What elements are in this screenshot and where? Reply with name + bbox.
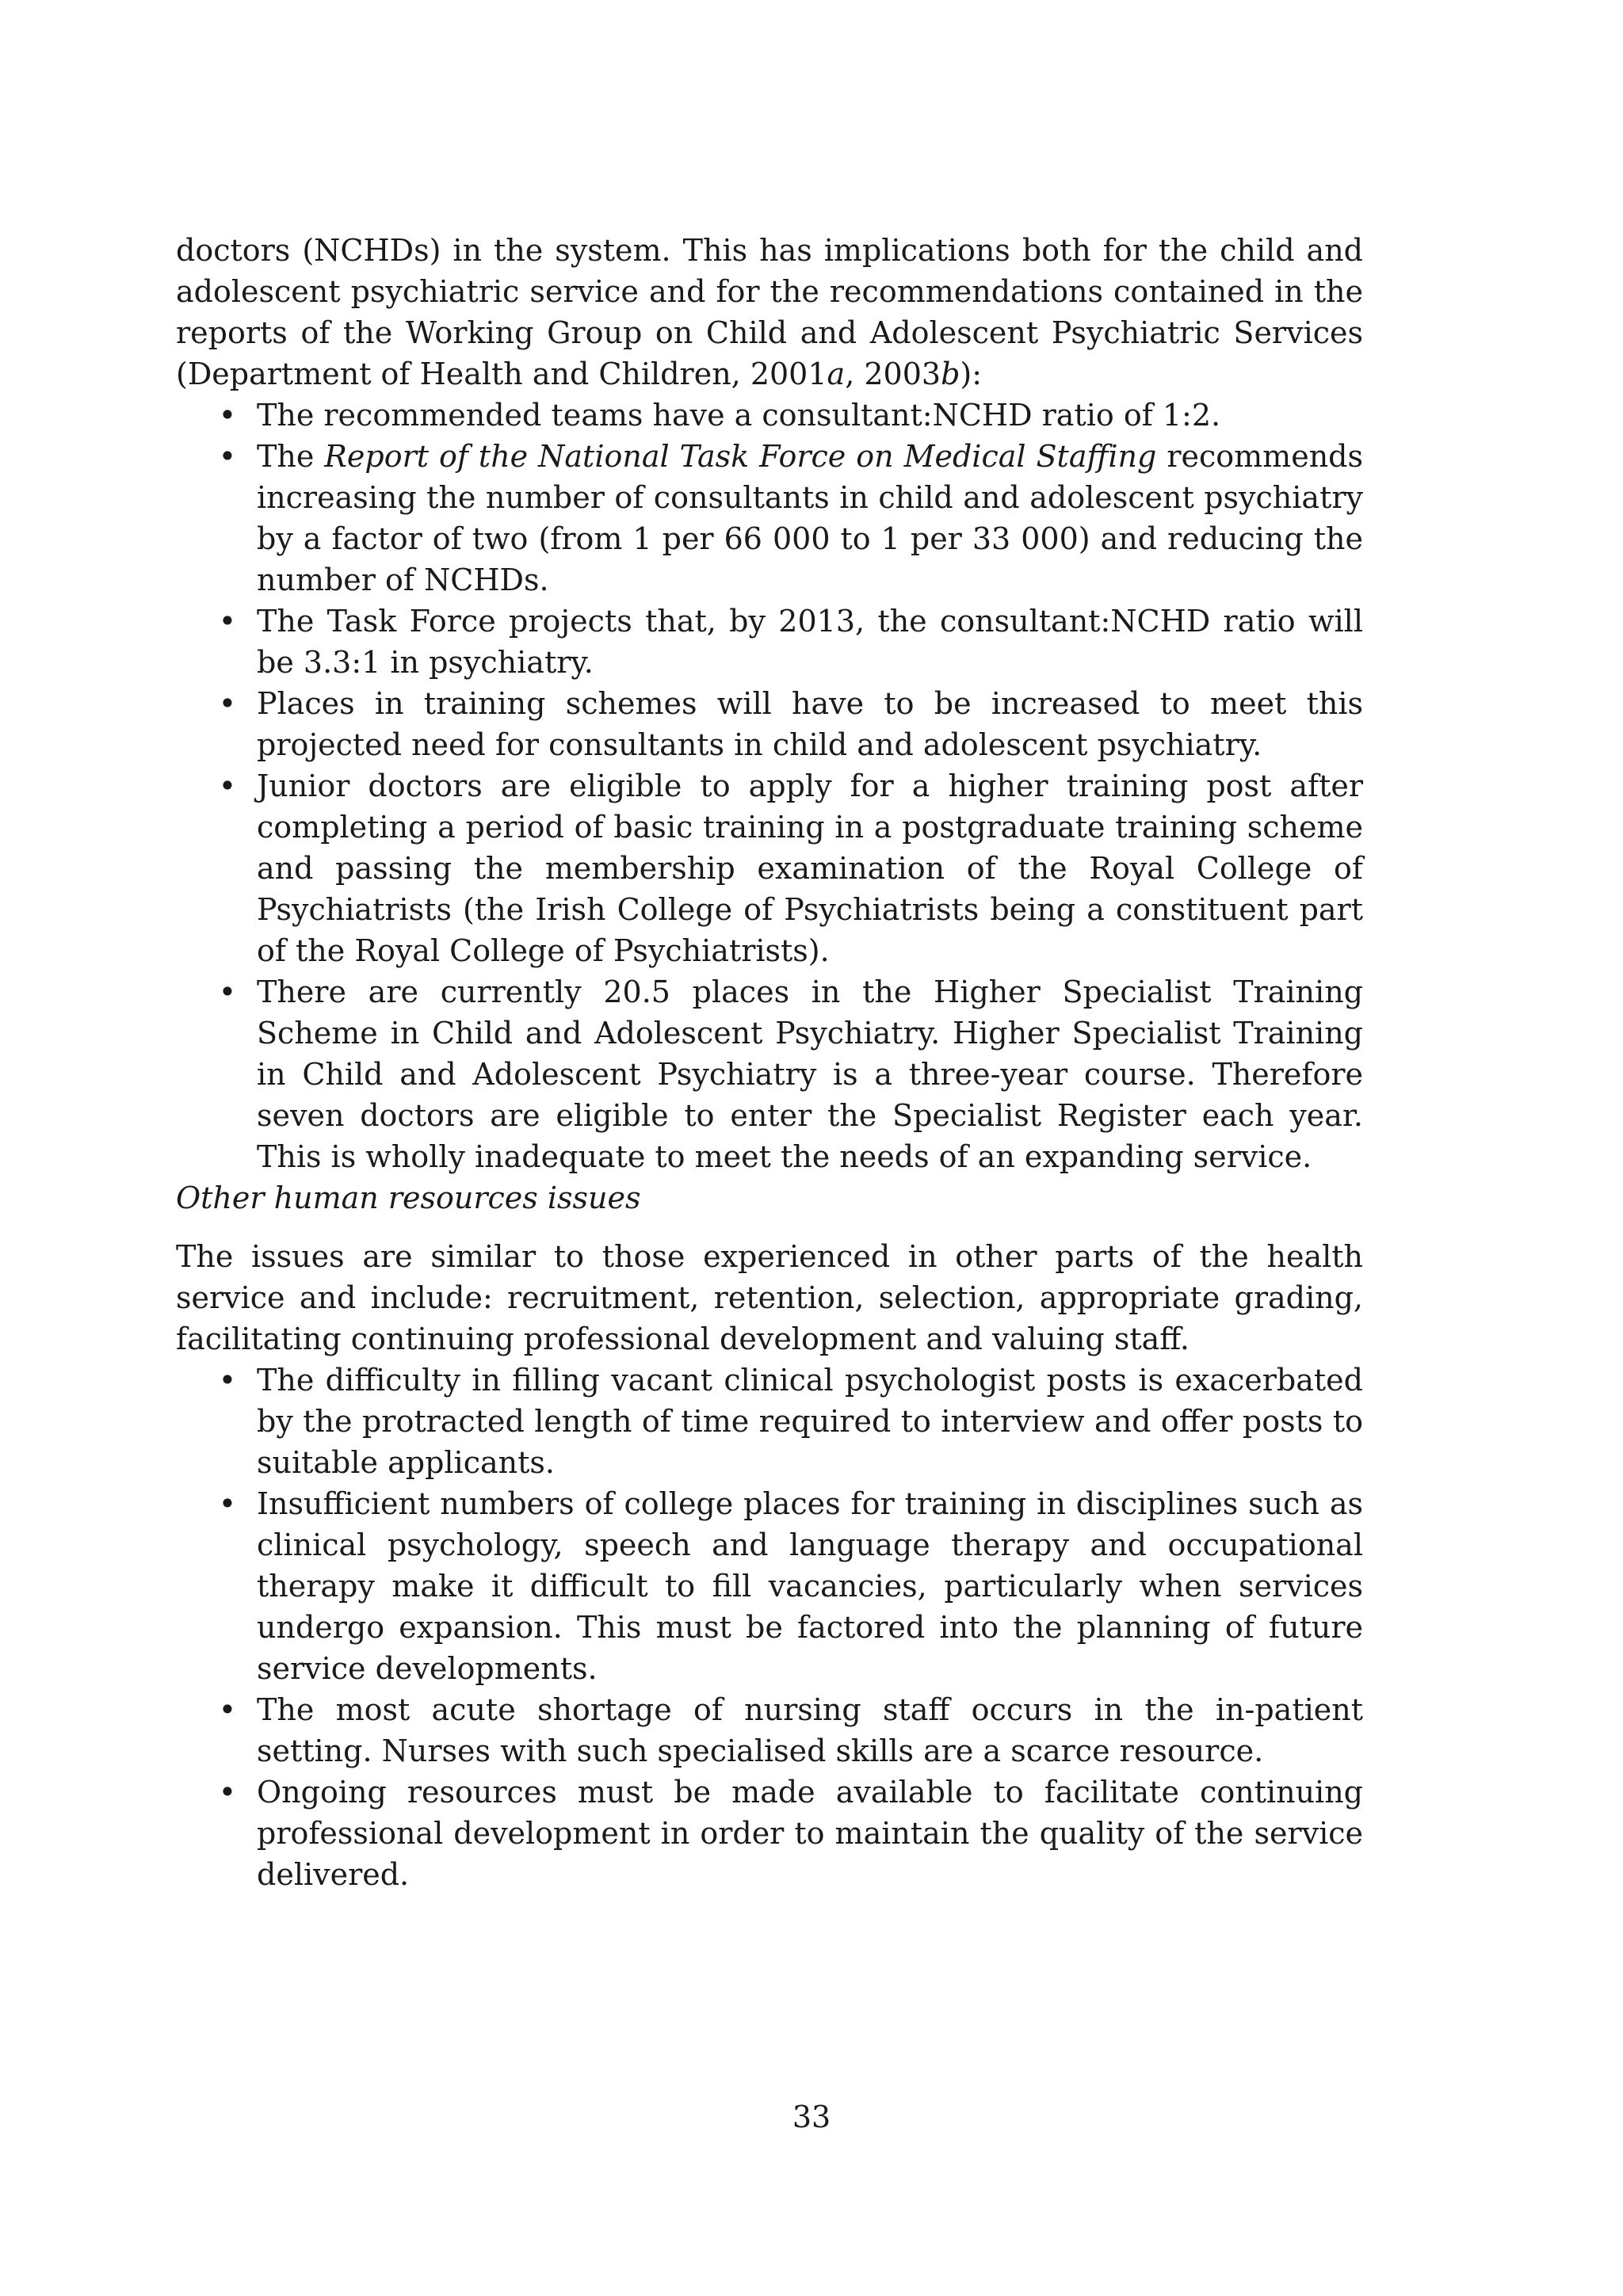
intro-ref-a: a [827,357,846,391]
list-item [176,601,1363,683]
list-item [176,1689,1363,1772]
list-item-text-pre: The [257,439,325,474]
list-item [176,683,1363,765]
bullet-icon: • [218,1363,237,1398]
list-item-text: The most acute shortage of nursing staff occurs in the in-patient setting. Nurses with such specialised skills are a scarce resource. [257,1692,1363,1768]
page-number: 33 [792,2100,831,2134]
list-item-text: There are currently 20.5 places in the Higher Specialist Training Scheme in Child and Adolescent Psychiatry. Higher Specialist Training in Child and Adolescent Psychiatry is a three-year course. Therefore seven doctors are eligible to enter the Specialist Register each year. This is wholly inadequate to meet the needs of an expanding service. [257,974,1363,1174]
list-item [176,971,1363,1177]
bullet-icon: • [218,1692,237,1727]
intro-paragraph [176,230,1363,395]
bullet-icon: • [218,769,237,803]
list-item-text: The Task Force projects that, by 2013, the consultant:NCHD ratio will be 3.3:1 in psychiatry. [257,604,1363,680]
intro-tail: ): [960,357,983,391]
list-item [176,1360,1363,1483]
bullet-icon: • [218,974,237,1009]
section-paragraph: The issues are similar to those experienced in other parts of the health service and include: recruitment, retention, selection, appropriate grading, facilitating continuing professional development and valuing staff. [176,1239,1363,1356]
list-item [176,1772,1363,1895]
staffing-bullet-list [176,395,1363,1177]
hr-bullet-list [176,1360,1363,1895]
intro-mid: , 2003 [845,357,941,391]
list-item-text: The difficulty in filling vacant clinical psychologist posts is exacerbated by the protracted length of time required to interview and offer posts to suitable applicants. [257,1363,1363,1480]
bullet-icon: • [218,686,237,721]
bullet-icon: • [218,1775,237,1810]
report-title: Report of the National Task Force on Medical Staffing [324,439,1157,474]
list-item-text: Junior doctors are eligible to apply for a higher training post after completing a period of basic training in a postgraduate training scheme and passing the membership examination of the Royal College of Psychiatrists (the Irish College of Psychiatrists being a constituent part of the Royal College of Psychiatrists). [257,769,1363,968]
bullet-icon: • [218,604,237,639]
list-item-text-post: recommends increasing the number of consultants in child and adolescent psychiatry by a factor of two (from 1 per 66 000 to 1 per 33 000) and reducing the number of NCHDs. [257,439,1364,597]
bullet-icon: • [218,1486,237,1521]
list-item-text: The recommended teams have a consultant:NCHD ratio of 1:2. [257,398,1221,433]
list-item-text: Ongoing resources must be made available to facilitate continuing professional development in order to maintain the quality of the service delivered. [257,1775,1363,1892]
page-content [176,230,1363,1895]
bullet-icon: • [218,439,237,474]
intro-text: doctors (NCHDs) in the system. This has implications both for the child and adolescent psychiatric service and for the recommendations contained in the reports of the Working Group on Child and Adolescent Psychiatric Services (Department of Health and Children, 2001 [176,233,1363,391]
list-item-text: Insufficient numbers of college places for training in disciplines such as clinical psychology, speech and language therapy and occupational therapy make it difficult to fill vacancies, particularly when services undergo expansion. This must be factored into the planning of future service developments. [257,1486,1363,1686]
list-item [176,1483,1363,1689]
list-item [176,765,1363,971]
list-item-text: Places in training schemes will have to be increased to meet this projected need for consultants in child and adolescent psychiatry. [257,686,1363,762]
section-heading: Other human resources issues [176,1180,641,1215]
list-item [176,395,1363,436]
bullet-icon: • [218,398,237,433]
list-item [176,436,1363,601]
intro-ref-b: b [941,357,960,391]
